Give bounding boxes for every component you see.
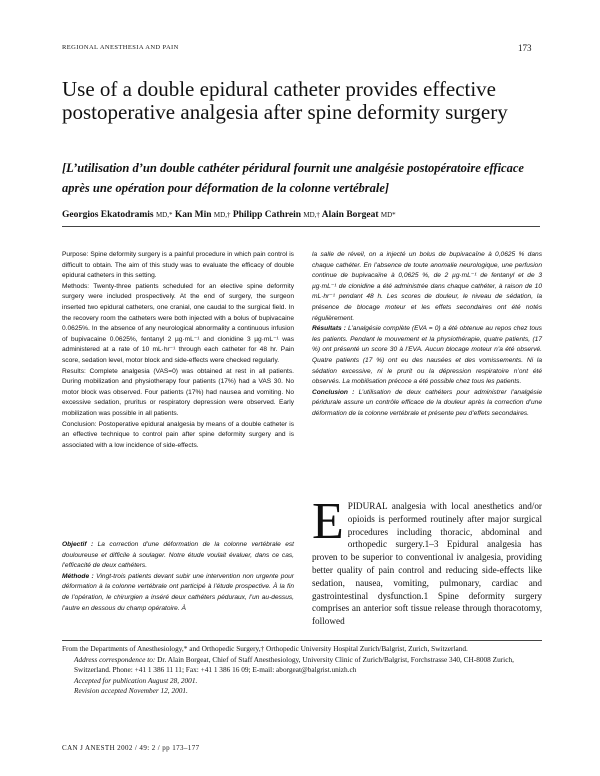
abstract-text: Spine deformity surgery is a painful procedure in which pain control is difficult to obtain. The aim of this study was to evaluate the efficacy of double epidural catheters in this setting.	[62, 251, 294, 280]
accepted-note: Accepted for publication August 28, 2001.	[74, 675, 198, 685]
abstract-label: Methods:	[62, 282, 90, 290]
abstract-french-left	[62, 540, 294, 614]
correspondence-text: Dr. Alain Borgeat, Chief of Staff Anesthesiology, University Clinic of Zurich/Balgrist, Forchstrasse 340, CH-8008 Zurich, Switzerland. Phone: +41 1 386 11 11; Fax: +41 1 386 16 09; E-mail: aborgeat@balgrist.unizh.ch	[74, 654, 514, 674]
drop-cap: E	[312, 493, 344, 550]
body-paragraph	[312, 493, 542, 628]
affiliation-note: From the Departments of Anesthesiology,* and Orthopedic Surgery,† Orthopedic University Hospital Zurich/Balgrist, Zurich, Switzerland.	[62, 644, 468, 653]
abstract-text: L’utilisation de deux cathéters pour administrer l’analgésie péridurale assure un contrôle efficace de la douleur après la correction d’une déformation de la colonne vertébrale et présente peu d’effets secondaires.	[312, 388, 542, 417]
journal-citation: CAN J ANESTH 2002 / 49: 2 / pp 173–177	[62, 744, 200, 752]
footnote-divider	[62, 640, 542, 641]
abstract-label: Résultats :	[312, 325, 346, 333]
abstract-text: Postoperative epidural analgesia by means of a double catheter is an effective technique to control pain after spine deformity surgery and is associated with a low incidence of side-effects.	[62, 420, 294, 449]
author-name: Georgios Ekatodramis	[62, 210, 154, 220]
abstract-english	[62, 250, 294, 451]
author-list	[62, 210, 542, 220]
abstract-methods	[62, 282, 294, 367]
abstract-methode-cont	[312, 250, 542, 324]
author-degree: MD*	[380, 211, 396, 219]
abstract-text: La correction d’une déformation de la colonne vertébrale est douloureuse et difficile à soulager. Notre étude voulait évaluer, dans ce cas, l’efficacité de deux cathéters.	[62, 541, 294, 570]
abstract-purpose	[62, 250, 294, 282]
author-name: Alain Borgeat	[321, 210, 379, 220]
revision-note: Revision accepted November 12, 2001.	[74, 686, 188, 695]
abstract-label: Purpose:	[62, 251, 89, 258]
article-title: Use of a double epidural catheter provides effective postoperative analgesia after spine deformity surgery	[62, 77, 508, 124]
abstract-conclusion	[62, 420, 294, 452]
abstract-text: la salle de réveil, on a injecté un bolus de bupivacaïne à 0,0625 % dans chaque cathéter. En l’absence de toute anomalie neurologique, une perfusion continue de bupivacaïne à 0,0625 %, de 2 µg·mL⁻¹ de fentanyl et de 3 µg·mL⁻¹ de clonidine a été administrée dans chaque cathéter, à raison de 10 mL·hr⁻¹ pendant 48 h. Les scores de douleur, le niveau de sédation, la présence de blocage moteur et les effets secondaires ont été notés régulièrement.	[312, 251, 542, 322]
abstract-label: Conclusion:	[62, 420, 97, 428]
abstract-text: Complete analgesia (VAS=0) was obtained at rest in all patients. During mobilization and physiotherapy four patients (17%) had a VAS 30. No motor block was observed. Four patients (17%) had nausea and vomiting. No excessive sedation, pruritus or respiratory depression were observed. Early mobilization was possible in all patients.	[62, 367, 294, 417]
author-degree: MD,†	[303, 211, 320, 219]
abstract-methode	[62, 572, 294, 614]
correspondence-note	[62, 655, 542, 676]
running-head: REGIONAL ANESTHESIA AND PAIN	[62, 44, 179, 51]
abstract-text: Twenty-three patients scheduled for an elective spine deformity surgery were included prospectively. At the end of surgery, the surgeon inserted two epidural catheters, one cranial, one caudal to the surgical field. In the recovery room the catheters were both injected with a bolus of bupivacaine 0.0625%. In the absence of any neurological abnormality a continuous infusion of bupivacaine 0.0625%, fentanyl 2 µg·mL⁻¹ and clonidine 3 µg·mL⁻¹ was administered at a rate of 10 mL·hr⁻¹ through each catheter for 48 hr. Pain score, sedation level, motor block and side-effects were checked regularly.	[62, 282, 294, 364]
body-text: PIDURAL analgesia with local anesthetics and/or opioids is performed routinely after major surgical procedures including thoracic, abdominal and orthopedic surgery.1–3 Epidural analgesia has proven to be superior to conventional iv analgesia, providing better quality of pain control and reducing side-effects like sedation, nausea, vomiting, pulmonary, cardiac and gastrointestinal dysfunction.1 Spine deformity surgery comprises an anterior soft tissue release through thoracotomy, followed	[312, 501, 542, 627]
abstract-text: Vingt-trois patients devant subir une intervention non urgente pour déformation à la colonne vertébrale ont participé à l’étude prospective. À la fin de l’opération, le chirurgien a inséré deux cathéters péduraux, l’un au-dessus, l’autre en dessous du champ opératoire. À	[62, 572, 294, 612]
abstract-objectif	[62, 540, 294, 572]
abstract-resultats	[312, 324, 542, 388]
correspondence-label: Address correspondence to:	[74, 654, 156, 664]
abstract-text: L’analgésie complète (EVA = 0) a été obtenue au repos chez tous les patients. Pendant le mouvement et la physiothérapie, quatre patients, (17 %) ont présenté un score 30 à l’EVA. Aucun blocage moteur n’a été observé. Quatre patients (17 %) ont eu des nausées et des vomissements. Ni la sédation excessive, ni le prurit ou la dépression respiratoire n’ont été observés. La mobilisation précoce a été possible chez tous les patients.	[312, 325, 542, 386]
abstract-label: Méthode :	[62, 572, 94, 580]
abstract-label: Conclusion :	[312, 388, 355, 396]
abstract-label: Results:	[62, 367, 86, 375]
author-name: Kan Min	[174, 210, 212, 220]
abstract-label: Objectif :	[62, 541, 94, 548]
footnotes	[62, 644, 542, 697]
title-divider	[62, 226, 540, 227]
abstract-results	[62, 367, 294, 420]
author-name: Philipp Cathrein	[232, 210, 302, 220]
author-degree: MD,†	[213, 211, 231, 219]
abstract-french-right	[312, 250, 542, 420]
abstract-conclusion-fr	[312, 388, 542, 420]
page-number: 173	[518, 43, 532, 53]
author-degree: MD,*	[155, 211, 173, 219]
french-title: [L’utilisation d’un double cathéter péridural fournit une analgésie postopératoire efficace après une opération pour déformation de la colonne vertébrale]	[62, 161, 524, 195]
